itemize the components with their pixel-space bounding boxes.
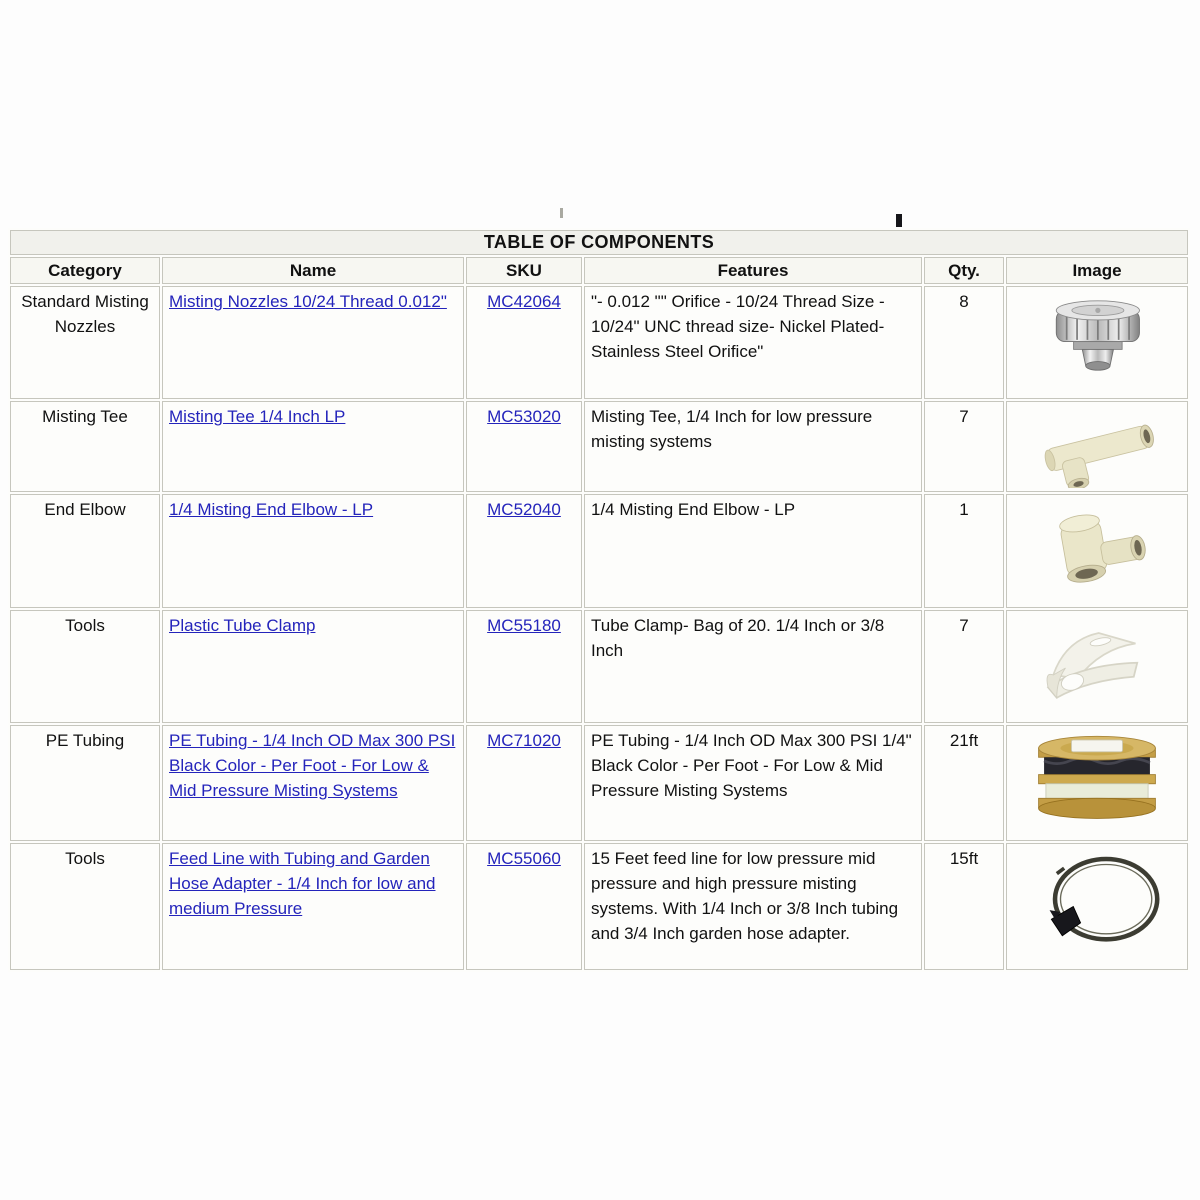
name-cell [162,401,464,492]
sku-cell [466,401,582,492]
image-cell [1006,286,1188,399]
sku-link[interactable]: MC55060 [487,849,561,868]
table-row [10,843,1188,970]
scan-artifact-mark [560,208,563,218]
tube-clamp-image [1027,613,1167,709]
table-row [10,286,1188,399]
scan-artifact-mark [896,214,902,227]
name-cell [162,610,464,723]
column-header-name: Name [162,257,464,284]
feed-line-image [1024,846,1170,956]
column-header-category: Category [10,257,160,284]
table-row [10,610,1188,723]
image-cell [1006,494,1188,608]
product-link[interactable]: Misting Nozzles 10/24 Thread 0.012" [169,292,447,311]
table-row [10,401,1188,492]
features-cell: Tube Clamp- Bag of 20. 1/4 Inch or 3/8 Inch [584,610,922,723]
table-title: TABLE OF COMPONENTS [10,230,1188,255]
category-cell: Tools [10,610,160,723]
category-cell: Misting Tee [10,401,160,492]
sku-cell [466,286,582,399]
features-cell: "- 0.012 "" Orifice - 10/24 Thread Size - 10/24" UNC thread size- Nickel Plated- Stainless Steel Orifice" [584,286,922,399]
column-header-image: Image [1006,257,1188,284]
sku-link[interactable]: MC52040 [487,500,561,519]
qty-cell: 21ft [924,725,1004,841]
product-link[interactable]: Plastic Tube Clamp [169,616,316,635]
features-cell: 15 Feet feed line for low pressure mid pressure and high pressure misting systems. With 1/4 Inch or 3/8 Inch tubing and 3/4 Inch garden hose adapter. [584,843,922,970]
table-row [10,725,1188,841]
sku-cell [466,843,582,970]
product-link[interactable]: Feed Line with Tubing and Garden Hose Adapter - 1/4 Inch for low and medium Pressure [169,849,436,918]
features-cell: 1/4 Misting End Elbow - LP [584,494,922,608]
qty-cell: 1 [924,494,1004,608]
product-link[interactable]: 1/4 Misting End Elbow - LP [169,500,374,519]
table-row [10,494,1188,608]
misting-tee-image [1027,404,1167,488]
column-header-features: Features [584,257,922,284]
misting-nozzle-image [1032,289,1162,389]
sku-link[interactable]: MC42064 [487,292,561,311]
name-cell [162,494,464,608]
pe-tubing-spool-image [1024,728,1170,834]
name-cell [162,725,464,841]
sku-link[interactable]: MC53020 [487,407,561,426]
name-cell [162,843,464,970]
end-elbow-image [1027,497,1167,597]
features-cell: PE Tubing - 1/4 Inch OD Max 300 PSI 1/4" Black Color - Per Foot - For Low & Mid Pressure Misting Systems [584,725,922,841]
image-cell [1006,610,1188,723]
category-cell: End Elbow [10,494,160,608]
sku-link[interactable]: MC71020 [487,731,561,750]
product-link[interactable]: PE Tubing - 1/4 Inch OD Max 300 PSI Black Color - Per Foot - For Low & Mid Pressure Misting Systems [169,731,456,800]
image-cell [1006,843,1188,970]
image-cell [1006,725,1188,841]
sku-cell [466,725,582,841]
sku-link[interactable]: MC55180 [487,616,561,635]
product-link[interactable]: Misting Tee 1/4 Inch LP [169,407,346,426]
sku-cell [466,610,582,723]
qty-cell: 8 [924,286,1004,399]
table-header-row [10,257,1188,284]
name-cell [162,286,464,399]
components-table [8,228,1190,972]
category-cell: Standard Misting Nozzles [10,286,160,399]
table-title-row [10,230,1188,255]
qty-cell: 15ft [924,843,1004,970]
features-cell: Misting Tee, 1/4 Inch for low pressure misting systems [584,401,922,492]
column-header-qty: Qty. [924,257,1004,284]
sku-cell [466,494,582,608]
image-cell [1006,401,1188,492]
category-cell: Tools [10,843,160,970]
qty-cell: 7 [924,610,1004,723]
qty-cell: 7 [924,401,1004,492]
column-header-sku: SKU [466,257,582,284]
category-cell: PE Tubing [10,725,160,841]
